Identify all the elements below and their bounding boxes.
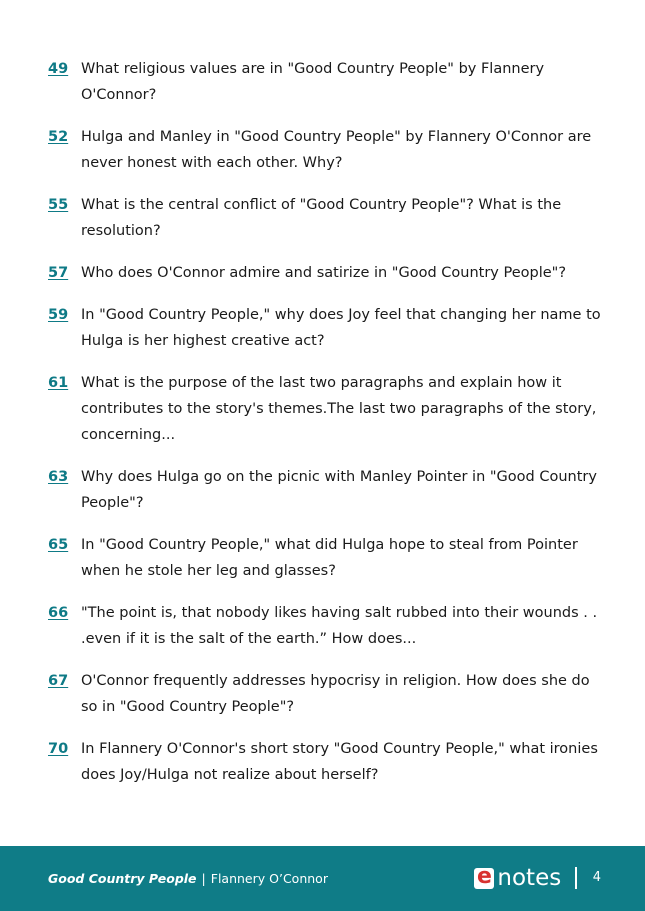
- toc-question: Why does Hulga go on the picnic with Manley Pointer in "Good Country People"?: [81, 469, 597, 511]
- toc-page-link[interactable]: 52: [48, 129, 69, 145]
- page-number: 4: [592, 870, 601, 885]
- toc-question: What religious values are in "Good Country People" by Flannery O'Connor?: [81, 61, 545, 103]
- toc-page-link[interactable]: 70: [48, 741, 69, 757]
- toc-page-link[interactable]: 55: [48, 197, 69, 213]
- toc-item: [48, 600, 608, 652]
- toc-page-link[interactable]: 59: [48, 307, 69, 323]
- toc-item: [48, 370, 608, 448]
- toc-page-link[interactable]: 66: [48, 605, 69, 621]
- toc-list: [48, 56, 608, 804]
- toc-item: [48, 736, 608, 788]
- footer-citation: [48, 870, 328, 888]
- toc-item: [48, 464, 608, 516]
- toc-page-link[interactable]: 67: [48, 673, 69, 689]
- toc-question: Who does O'Connor admire and satirize in "Good Country People"?: [81, 265, 567, 281]
- toc-page-link[interactable]: 63: [48, 469, 69, 485]
- toc-question: In "Good Country People," what did Hulga hope to steal from Pointer when he stole her leg and glasses?: [81, 537, 578, 579]
- toc-page-link[interactable]: 57: [48, 265, 69, 281]
- toc-question: What is the central conflict of "Good Country People"? What is the resolution?: [81, 197, 562, 239]
- toc-item: [48, 532, 608, 584]
- enotes-logo-text: notes: [497, 865, 562, 891]
- toc-item: [48, 668, 608, 720]
- toc-item: [48, 302, 608, 354]
- toc-question: What is the purpose of the last two paragraphs and explain how it contributes to the story's themes.The last two paragraphs of the story, concerning...: [81, 375, 597, 443]
- toc-question: In Flannery O'Connor's short story "Good Country People," what ironies does Joy/Hulga not realize about herself?: [81, 741, 598, 783]
- toc-item: [48, 56, 608, 108]
- footer-separator: |: [201, 871, 206, 886]
- footer-divider: [575, 867, 577, 889]
- footer-author: Flannery O’Connor: [210, 871, 328, 886]
- footer-brand: [474, 862, 601, 894]
- toc-item: [48, 192, 608, 244]
- toc-question: Hulga and Manley in "Good Country People" by Flannery O'Connor are never honest with each other. Why?: [81, 129, 592, 171]
- toc-page-link[interactable]: 65: [48, 537, 69, 553]
- footer-book-title: Good Country People: [48, 871, 197, 886]
- toc-page-link[interactable]: 49: [48, 61, 69, 77]
- toc-question: O'Connor frequently addresses hypocrisy in religion. How does she do so in "Good Country People"?: [81, 673, 590, 715]
- toc-question: In "Good Country People," why does Joy feel that changing her name to Hulga is her highest creative act?: [81, 307, 601, 349]
- toc-page-link[interactable]: 61: [48, 375, 69, 391]
- toc-item: [48, 124, 608, 176]
- toc-item: [48, 260, 608, 286]
- page-footer: [0, 846, 645, 911]
- toc-question: "The point is, that nobody likes having salt rubbed into their wounds . . .even if it is the salt of the earth.” How does...: [81, 605, 598, 647]
- enotes-logo-icon: e: [474, 868, 494, 889]
